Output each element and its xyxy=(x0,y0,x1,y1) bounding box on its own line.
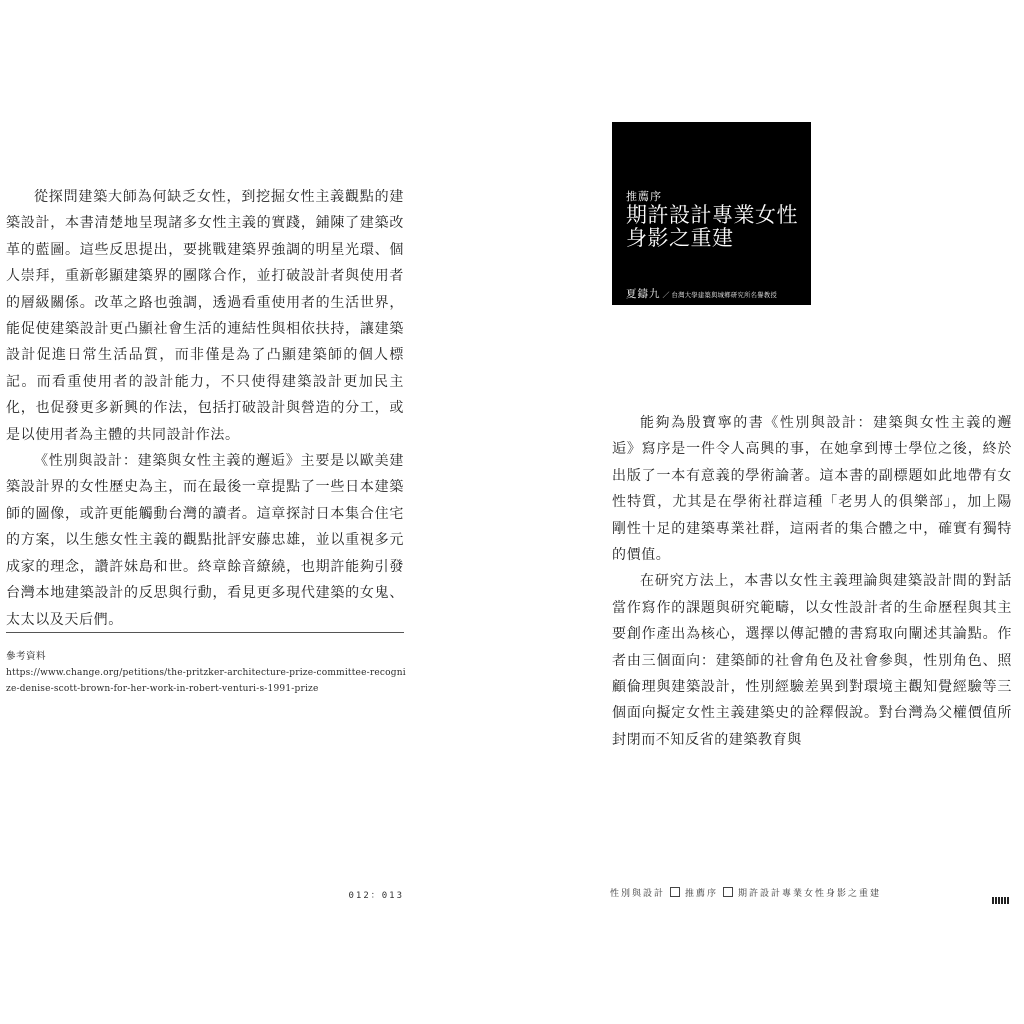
running-head xyxy=(610,886,881,899)
folio-bars-icon xyxy=(992,889,1010,908)
left-body-text xyxy=(6,184,404,633)
running-head-chapter: 期許設計專業女性身影之重建 xyxy=(738,889,882,899)
reference-heading: 參考資料 xyxy=(6,651,47,662)
reference-section xyxy=(6,649,406,697)
separator-box-icon xyxy=(670,887,680,897)
author-affiliation: 台灣大學建築與城鄉研究所名譽教授 xyxy=(671,292,778,299)
foreword-title-box xyxy=(612,122,811,305)
author-line xyxy=(626,282,777,301)
right-body-text xyxy=(612,410,1012,753)
right-paragraph-2: 在研究方法上，本書以女性主義理論與建築設計間的對話當作寫作的課題與研究範疇，以女性設計者的生命歷程與其主要創作產出為核心，選擇以傳記體的書寫取向闡述其論點。作者由三個面向：建築師的社會角色及社會參與，性別角色、照顧倫理與建築設計，性別經驗差異到對環境主觀知覺經驗等三個面向擬定女性主義建築史的詮釋假說。對台灣為父權價值所封閉而不知反省的建築教育與 xyxy=(612,573,1012,748)
foreword-kicker: 推薦序 xyxy=(626,190,662,203)
foreword-title: 期許設計專業女性身影之重建 xyxy=(626,203,798,250)
right-paragraph-1: 能夠為殷寶寧的書《性別與設計：建築與女性主義的邂逅》寫序是一件令人高興的事，在她拿到博士學位之後，終於出版了一本有意義的學術論著。這本書的副標題如此地帶有女性特質，尤其是在學術社群這種「老男人的俱樂部」，加上陽剛性十足的建築專業社群，這兩者的集合體之中，確實有獨特的價值。 xyxy=(612,415,1012,564)
running-head-section: 推薦序 xyxy=(685,889,719,899)
author-slash: ／ xyxy=(662,291,670,299)
reference-url: https://www.change.org/petitions/the-pritzker-architecture-prize-committee-recognize-denise-scott-brown-for-her-work-in-robert-venturi-s-1991-prize xyxy=(6,668,406,694)
author-name: 夏鑄九 xyxy=(626,288,661,300)
left-paragraph-1: 從探問建築大師為何缺乏女性，到挖掘女性主義觀點的建築設計，本書清楚地呈現諸多女性主義的實踐，鋪陳了建築改革的藍圖。這些反思提出，要挑戰建築界強調的明星光環、個人崇拜，重新彰顯建築界的團隊合作，並打破設計者與使用者的層級關係。改革之路也強調，透過看重使用者的生活世界，能促使建築設計更凸顯社會生活的連結性與相依扶持，讓建築設計促進日常生活品質，而非僅是為了凸顯建築師的個人標記。而看重使用者的設計能力，不只使得建築設計更加民主化，也促發更多新興的作法，包括打破設計與營造的分工，或是以使用者為主體的共同設計作法。 xyxy=(6,189,404,443)
right-page xyxy=(512,0,1024,1024)
reference-divider xyxy=(6,632,404,633)
running-head-book: 性別與設計 xyxy=(610,889,666,899)
left-paragraph-2: 《性別與設計：建築與女性主義的邂逅》主要是以歐美建築設計界的女性歷史為主，而在最後一章提點了一些日本建築師的圖像，或許更能觸動台灣的讀者。這章探討日本集合住宅的方案，以生態女性主義的觀點批評安藤忠雄，並以重視多元成家的理念，讚許妹島和世。終章餘音繚繞，也期許能夠引發台灣本地建築設計的反思與行動，看見更多現代建築的女鬼、太太以及天后們。 xyxy=(6,453,404,628)
page-numbers: 012：013 xyxy=(348,891,404,901)
separator-box-icon xyxy=(723,887,733,897)
